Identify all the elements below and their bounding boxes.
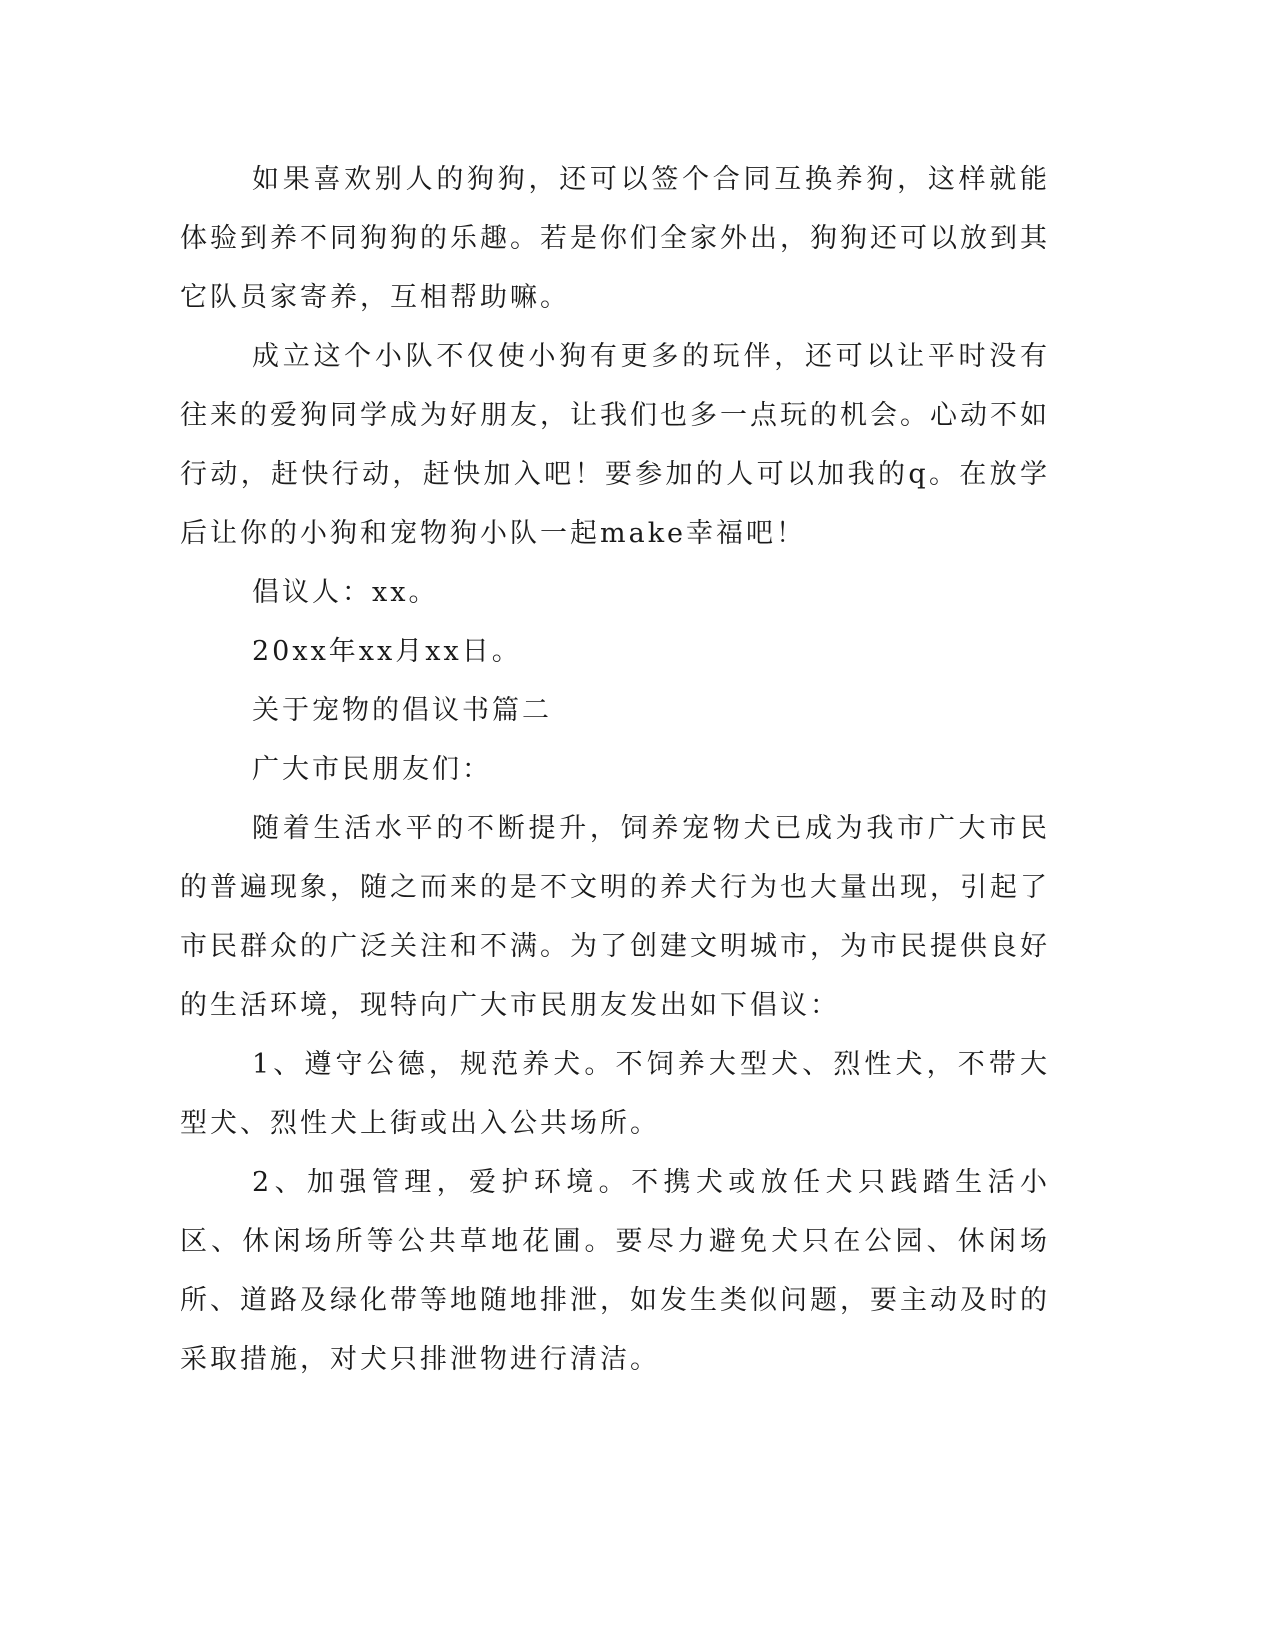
salutation: 广大市民朋友们：: [252, 754, 492, 785]
initiator-line: 倡议人：xx。: [252, 577, 439, 608]
date-line: 20xx年xx月xx日。: [252, 636, 522, 667]
proposal-item-2: 2、加强管理，爱护环境。不携犬或放任犬只践踏生活小区、休闲场所等公共草地花圃。要尽力避免犬只在公园、休闲场所、道路及绿化带等地随地排泄，如发生类似问题，要主动及时的采取措施，对犬只排泄物进行清洁。: [180, 1167, 1050, 1375]
paragraph-team-invitation: 成立这个小队不仅使小狗有更多的玩伴，还可以让平时没有往来的爱狗同学成为好朋友，让我们也多一点玩的机会。心动不如行动，赶快行动，赶快加入吧！要参加的人可以加我的q。在放学后让你的小狗和宠物狗小队一起make幸福吧！: [180, 341, 1050, 549]
proposal-item-1: 1、遵守公德，规范养犬。不饲养大型犬、烈性犬，不带大型犬、烈性犬上街或出入公共场所。: [180, 1049, 1050, 1139]
document-page: [180, 150, 1050, 1389]
paragraph-background: 随着生活水平的不断提升，饲养宠物犬已成为我市广大市民的普遍现象，随之而来的是不文明的养犬行为也大量出现，引起了市民群众的广泛关注和不满。为了创建文明城市，为市民提供良好的生活环境，现特向广大市民朋友发出如下倡议：: [180, 813, 1050, 1021]
section-title: 关于宠物的倡议书篇二: [252, 695, 552, 726]
paragraph-dog-exchange: 如果喜欢别人的狗狗，还可以签个合同互换养狗，这样就能体验到养不同狗狗的乐趣。若是你们全家外出，狗狗还可以放到其它队员家寄养，互相帮助嘛。: [180, 164, 1050, 313]
